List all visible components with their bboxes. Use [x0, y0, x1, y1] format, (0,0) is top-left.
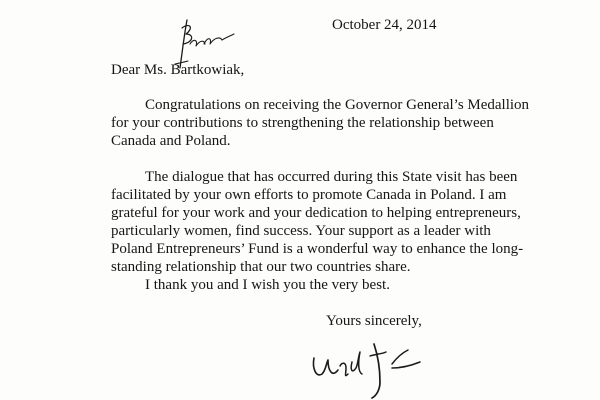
- paragraph-line: standing relationship that our two countries share.: [111, 259, 411, 275]
- paragraph-line: Congratulations on receiving the Governor General’s Medallion: [145, 97, 530, 113]
- paragraph-line: The dialogue that has occurred during this State visit has been: [145, 169, 518, 185]
- paragraph-line: particularly women, find success. Your support as a leader with: [111, 223, 491, 239]
- paragraph-congratulations: [111, 96, 531, 150]
- closing: Yours sincerely,: [326, 313, 422, 329]
- paragraph-thanks: [111, 276, 531, 294]
- paragraph-line: grateful for your work and your dedication to helping entrepreneurs,: [111, 205, 521, 221]
- signature-drawing: [300, 338, 440, 400]
- paragraph-line: facilitated by your own efforts to promote Canada in Poland. I am: [111, 187, 507, 203]
- paragraph-line: Canada and Poland.: [111, 133, 231, 149]
- signature: [300, 338, 440, 400]
- letter-date: October 24, 2014: [332, 17, 437, 33]
- paragraph-line: Poland Entrepreneurs’ Fund is a wonderful way to enhance the long-: [111, 241, 524, 257]
- paragraph-line: I thank you and I wish you the very best.: [145, 277, 390, 293]
- paragraph-line: for your contributions to strengthening the relationship between: [111, 115, 494, 131]
- salutation: Dear Ms. Bartkowiak,: [111, 62, 245, 78]
- paragraph-dialogue: [111, 168, 531, 276]
